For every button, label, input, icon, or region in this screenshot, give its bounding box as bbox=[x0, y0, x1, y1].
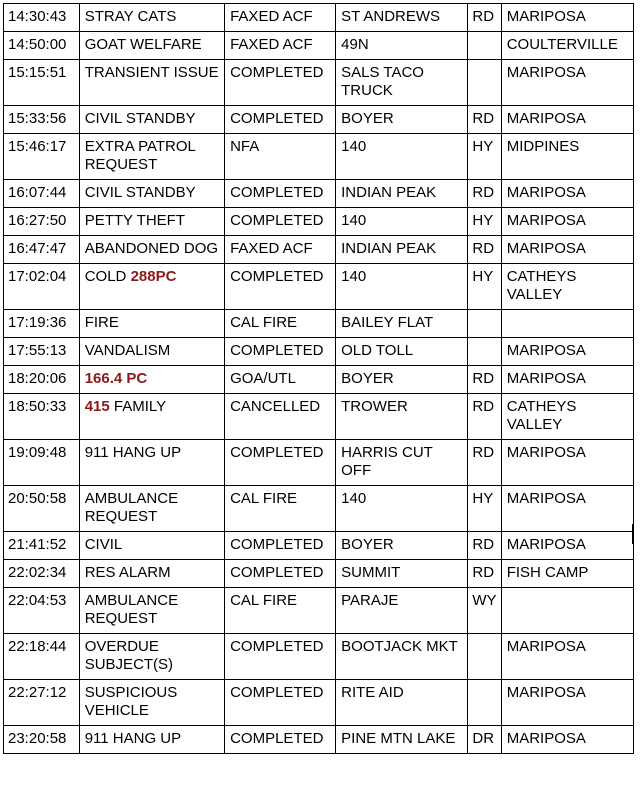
city-cell bbox=[501, 726, 633, 754]
disposition-text: COMPLETED bbox=[230, 268, 324, 285]
call-type-cell bbox=[79, 486, 224, 532]
disposition-cell bbox=[225, 366, 336, 394]
street-cell bbox=[336, 440, 468, 486]
city-cell bbox=[501, 32, 633, 60]
disposition-cell bbox=[225, 560, 336, 588]
street-text: BOOTJACK MKT bbox=[341, 638, 458, 655]
call-type-text: FIRE bbox=[84, 314, 119, 331]
call-type-text: CIVIL bbox=[84, 536, 123, 553]
city-text: MARIPOSA bbox=[506, 64, 586, 81]
call-type-text: TRANSIENT ISSUE bbox=[84, 64, 219, 81]
table-row bbox=[4, 338, 634, 366]
city-text: MARIPOSA bbox=[506, 184, 586, 201]
city-cell bbox=[501, 264, 633, 310]
table-row bbox=[4, 264, 634, 310]
street-cell bbox=[336, 264, 468, 310]
call-type-cell bbox=[79, 134, 224, 180]
call-type-cell bbox=[79, 32, 224, 60]
city-cell bbox=[501, 440, 633, 486]
time-cell bbox=[4, 532, 80, 560]
street-text: SUMMIT bbox=[341, 564, 401, 581]
street-suffix-text: HY bbox=[472, 268, 494, 285]
city-cell bbox=[501, 634, 633, 680]
street-suffix-cell bbox=[468, 134, 501, 180]
disposition-cell bbox=[225, 60, 336, 106]
street-text: INDIAN PEAK bbox=[341, 240, 437, 257]
disposition-text: CAL FIRE bbox=[230, 592, 298, 609]
time-text: 22:02:34 bbox=[8, 564, 67, 581]
table-row bbox=[4, 486, 634, 532]
time-text: 14:30:43 bbox=[8, 8, 67, 25]
disposition-cell bbox=[225, 634, 336, 680]
street-text: ST ANDREWS bbox=[341, 8, 441, 25]
disposition-cell bbox=[225, 134, 336, 180]
call-type-cell bbox=[79, 394, 224, 440]
city-text: MARIPOSA bbox=[506, 730, 586, 747]
time-cell bbox=[4, 588, 80, 634]
time-text: 16:07:44 bbox=[8, 184, 67, 201]
time-cell bbox=[4, 726, 80, 754]
call-type-cell bbox=[79, 588, 224, 634]
street-suffix-cell bbox=[468, 264, 501, 310]
disposition-text: COMPLETED bbox=[230, 684, 324, 701]
penal-code: 288PC bbox=[130, 268, 177, 285]
time-cell bbox=[4, 440, 80, 486]
call-type-text: GOAT WELFARE bbox=[84, 36, 202, 53]
street-suffix-cell bbox=[468, 440, 501, 486]
disposition-text: NFA bbox=[230, 138, 260, 155]
table-row bbox=[4, 440, 634, 486]
table-row bbox=[4, 4, 634, 32]
street-suffix-cell bbox=[468, 486, 501, 532]
time-cell bbox=[4, 366, 80, 394]
time-cell bbox=[4, 680, 80, 726]
street-cell bbox=[336, 32, 468, 60]
call-type-cell bbox=[79, 180, 224, 208]
time-text: 17:19:36 bbox=[8, 314, 67, 331]
call-type-text: PETTY THEFT bbox=[84, 212, 186, 229]
city-text: FISH CAMP bbox=[506, 564, 589, 581]
disposition-cell bbox=[225, 680, 336, 726]
call-type-text: SUSPICIOUS VEHICLE bbox=[84, 684, 178, 719]
street-suffix-text: HY bbox=[472, 212, 494, 229]
penal-code: 166.4 PC bbox=[84, 370, 148, 387]
city-text: MIDPINES bbox=[506, 138, 580, 155]
time-text: 18:50:33 bbox=[8, 398, 67, 415]
call-type-cell bbox=[79, 532, 224, 560]
city-text: MARIPOSA bbox=[506, 444, 586, 461]
street-suffix-cell bbox=[468, 726, 501, 754]
table-row bbox=[4, 236, 634, 264]
time-cell bbox=[4, 634, 80, 680]
time-cell bbox=[4, 338, 80, 366]
city-cell bbox=[501, 486, 633, 532]
city-text: MARIPOSA bbox=[506, 342, 586, 359]
street-suffix-text: RD bbox=[472, 8, 495, 25]
city-text: MARIPOSA bbox=[506, 490, 586, 507]
city-cell bbox=[501, 60, 633, 106]
street-text: TROWER bbox=[341, 398, 408, 415]
call-type-text: AMBULANCE REQUEST bbox=[84, 490, 179, 525]
disposition-cell bbox=[225, 726, 336, 754]
call-log-table bbox=[3, 3, 634, 754]
street-cell bbox=[336, 338, 468, 366]
street-cell bbox=[336, 236, 468, 264]
penal-code: 415 bbox=[84, 398, 110, 415]
table-row bbox=[4, 532, 634, 560]
street-suffix-text: RD bbox=[472, 184, 495, 201]
disposition-text: CANCELLED bbox=[230, 398, 321, 415]
disposition-cell bbox=[225, 486, 336, 532]
disposition-text: COMPLETED bbox=[230, 110, 324, 127]
street-cell bbox=[336, 4, 468, 32]
street-text: PARAJE bbox=[341, 592, 399, 609]
disposition-text: COMPLETED bbox=[230, 64, 324, 81]
disposition-cell bbox=[225, 32, 336, 60]
time-cell bbox=[4, 106, 80, 134]
street-text: 140 bbox=[341, 268, 367, 285]
street-text: BOYER bbox=[341, 536, 394, 553]
street-cell bbox=[336, 680, 468, 726]
time-text: 17:55:13 bbox=[8, 342, 67, 359]
call-type-cell bbox=[79, 726, 224, 754]
street-suffix-cell bbox=[468, 532, 501, 560]
time-cell bbox=[4, 236, 80, 264]
street-cell bbox=[336, 726, 468, 754]
time-text: 18:20:06 bbox=[8, 370, 67, 387]
city-text: COULTERVILLE bbox=[506, 36, 618, 53]
time-text: 17:02:04 bbox=[8, 268, 67, 285]
time-text: 15:33:56 bbox=[8, 110, 67, 127]
street-cell bbox=[336, 310, 468, 338]
table-row bbox=[4, 366, 634, 394]
street-suffix-cell bbox=[468, 634, 501, 680]
disposition-cell bbox=[225, 236, 336, 264]
street-suffix-text: RD bbox=[472, 564, 495, 581]
table-row bbox=[4, 106, 634, 134]
street-suffix-cell bbox=[468, 236, 501, 264]
city-cell bbox=[501, 134, 633, 180]
city-text: MARIPOSA bbox=[506, 684, 586, 701]
city-text: MARIPOSA bbox=[506, 638, 586, 655]
disposition-text: GOA/UTL bbox=[230, 370, 296, 387]
street-text: RITE AID bbox=[341, 684, 404, 701]
street-suffix-text: DR bbox=[472, 730, 495, 747]
call-type-cell bbox=[79, 60, 224, 106]
disposition-text: COMPLETED bbox=[230, 564, 324, 581]
street-suffix-text: RD bbox=[472, 536, 495, 553]
time-cell bbox=[4, 310, 80, 338]
street-suffix-cell bbox=[468, 680, 501, 726]
city-text: MARIPOSA bbox=[506, 110, 586, 127]
disposition-cell bbox=[225, 264, 336, 310]
street-suffix-cell bbox=[468, 32, 501, 60]
table-row bbox=[4, 394, 634, 440]
time-text: 23:20:58 bbox=[8, 730, 67, 747]
disposition-text: FAXED ACF bbox=[230, 36, 313, 53]
call-type-text: OVERDUE SUBJECT(S) bbox=[84, 638, 174, 673]
street-text: BOYER bbox=[341, 370, 394, 387]
street-suffix-cell bbox=[468, 310, 501, 338]
street-text: 140 bbox=[341, 490, 367, 507]
street-cell bbox=[336, 106, 468, 134]
street-suffix-cell bbox=[468, 60, 501, 106]
street-text: 140 bbox=[341, 138, 367, 155]
street-suffix-text: WY bbox=[472, 592, 497, 609]
table-row bbox=[4, 726, 634, 754]
disposition-text: COMPLETED bbox=[230, 184, 324, 201]
city-cell bbox=[501, 180, 633, 208]
call-type-text: ABANDONED DOG bbox=[84, 240, 219, 257]
street-cell bbox=[336, 634, 468, 680]
time-cell bbox=[4, 394, 80, 440]
disposition-text: COMPLETED bbox=[230, 212, 324, 229]
street-suffix-cell bbox=[468, 560, 501, 588]
time-text: 22:04:53 bbox=[8, 592, 67, 609]
disposition-text: COMPLETED bbox=[230, 730, 324, 747]
city-text: MARIPOSA bbox=[506, 536, 586, 553]
street-cell bbox=[336, 208, 468, 236]
street-text: HARRIS CUT OFF bbox=[341, 444, 433, 479]
street-suffix-cell bbox=[468, 106, 501, 134]
time-cell bbox=[4, 60, 80, 106]
street-suffix-text: RD bbox=[472, 240, 495, 257]
city-cell bbox=[501, 560, 633, 588]
city-cell bbox=[501, 310, 633, 338]
street-cell bbox=[336, 394, 468, 440]
city-cell bbox=[501, 366, 633, 394]
call-log-body bbox=[4, 4, 634, 754]
call-type-cell bbox=[79, 680, 224, 726]
time-text: 22:27:12 bbox=[8, 684, 67, 701]
table-row bbox=[4, 310, 634, 338]
time-cell bbox=[4, 486, 80, 532]
disposition-cell bbox=[225, 532, 336, 560]
city-cell bbox=[501, 4, 633, 32]
disposition-cell bbox=[225, 4, 336, 32]
time-text: 19:09:48 bbox=[8, 444, 67, 461]
street-suffix-cell bbox=[468, 338, 501, 366]
street-text: BOYER bbox=[341, 110, 394, 127]
time-text: 15:46:17 bbox=[8, 138, 67, 155]
city-cell bbox=[501, 532, 633, 560]
table-row bbox=[4, 180, 634, 208]
table-row bbox=[4, 560, 634, 588]
table-row bbox=[4, 60, 634, 106]
city-cell bbox=[501, 236, 633, 264]
street-cell bbox=[336, 180, 468, 208]
street-suffix-cell bbox=[468, 180, 501, 208]
city-text: CATHEYS VALLEY bbox=[506, 398, 577, 433]
time-text: 16:27:50 bbox=[8, 212, 67, 229]
time-text: 14:50:00 bbox=[8, 36, 67, 53]
time-cell bbox=[4, 134, 80, 180]
street-suffix-text: RD bbox=[472, 110, 495, 127]
time-cell bbox=[4, 180, 80, 208]
call-type-cell bbox=[79, 236, 224, 264]
city-cell bbox=[501, 106, 633, 134]
street-cell bbox=[336, 134, 468, 180]
disposition-text: CAL FIRE bbox=[230, 490, 298, 507]
call-type-text: FAMILY bbox=[109, 398, 167, 415]
call-type-text: STRAY CATS bbox=[84, 8, 177, 25]
disposition-text: COMPLETED bbox=[230, 444, 324, 461]
call-type-cell bbox=[79, 4, 224, 32]
city-cell bbox=[501, 588, 633, 634]
page-edge-mark bbox=[632, 524, 633, 544]
table-row bbox=[4, 208, 634, 236]
street-text: OLD TOLL bbox=[341, 342, 414, 359]
table-row bbox=[4, 134, 634, 180]
call-type-cell bbox=[79, 106, 224, 134]
street-cell bbox=[336, 588, 468, 634]
disposition-cell bbox=[225, 588, 336, 634]
table-row bbox=[4, 32, 634, 60]
disposition-text: COMPLETED bbox=[230, 342, 324, 359]
call-type-text: AMBULANCE REQUEST bbox=[84, 592, 179, 627]
disposition-text: CAL FIRE bbox=[230, 314, 298, 331]
street-suffix-cell bbox=[468, 588, 501, 634]
time-text: 20:50:58 bbox=[8, 490, 67, 507]
street-cell bbox=[336, 560, 468, 588]
street-suffix-cell bbox=[468, 4, 501, 32]
city-text: MARIPOSA bbox=[506, 240, 586, 257]
city-text: MARIPOSA bbox=[506, 212, 586, 229]
street-suffix-text: HY bbox=[472, 490, 494, 507]
city-cell bbox=[501, 338, 633, 366]
city-cell bbox=[501, 394, 633, 440]
street-text: BAILEY FLAT bbox=[341, 314, 434, 331]
street-suffix-cell bbox=[468, 366, 501, 394]
street-suffix-cell bbox=[468, 394, 501, 440]
call-type-cell bbox=[79, 208, 224, 236]
disposition-cell bbox=[225, 180, 336, 208]
time-cell bbox=[4, 560, 80, 588]
call-type-prefix: COLD bbox=[84, 268, 131, 285]
disposition-text: FAXED ACF bbox=[230, 240, 313, 257]
time-text: 21:41:52 bbox=[8, 536, 67, 553]
street-suffix-cell bbox=[468, 208, 501, 236]
street-text: 140 bbox=[341, 212, 367, 229]
call-type-text: VANDALISM bbox=[84, 342, 171, 359]
call-type-text: 911 HANG UP bbox=[84, 444, 182, 461]
disposition-cell bbox=[225, 310, 336, 338]
street-cell bbox=[336, 60, 468, 106]
call-type-text: CIVIL STANDBY bbox=[84, 184, 196, 201]
street-text: 49N bbox=[341, 36, 369, 53]
table-row bbox=[4, 588, 634, 634]
street-cell bbox=[336, 532, 468, 560]
street-cell bbox=[336, 366, 468, 394]
time-text: 16:47:47 bbox=[8, 240, 67, 257]
street-suffix-text: RD bbox=[472, 444, 495, 461]
call-type-cell bbox=[79, 338, 224, 366]
disposition-cell bbox=[225, 338, 336, 366]
table-row bbox=[4, 634, 634, 680]
table-row bbox=[4, 680, 634, 726]
street-text: PINE MTN LAKE bbox=[341, 730, 456, 747]
time-cell bbox=[4, 4, 80, 32]
call-type-cell bbox=[79, 366, 224, 394]
street-text: INDIAN PEAK bbox=[341, 184, 437, 201]
city-text: MARIPOSA bbox=[506, 8, 586, 25]
call-type-text: EXTRA PATROL REQUEST bbox=[84, 138, 196, 173]
disposition-text: COMPLETED bbox=[230, 638, 324, 655]
street-suffix-text: RD bbox=[472, 398, 495, 415]
time-cell bbox=[4, 208, 80, 236]
call-type-cell bbox=[79, 560, 224, 588]
call-type-text: CIVIL STANDBY bbox=[84, 110, 196, 127]
city-cell bbox=[501, 680, 633, 726]
city-text: MARIPOSA bbox=[506, 370, 586, 387]
street-suffix-text: RD bbox=[472, 370, 495, 387]
call-type-text: 911 HANG UP bbox=[84, 730, 182, 747]
call-type-cell bbox=[79, 310, 224, 338]
street-cell bbox=[336, 486, 468, 532]
time-text: 22:18:44 bbox=[8, 638, 67, 655]
disposition-text: COMPLETED bbox=[230, 536, 324, 553]
time-text: 15:15:51 bbox=[8, 64, 67, 81]
disposition-cell bbox=[225, 106, 336, 134]
call-type-cell bbox=[79, 440, 224, 486]
time-cell bbox=[4, 32, 80, 60]
time-cell bbox=[4, 264, 80, 310]
city-text: CATHEYS VALLEY bbox=[506, 268, 577, 303]
street-text: SALS TACO TRUCK bbox=[341, 64, 424, 99]
disposition-text: FAXED ACF bbox=[230, 8, 313, 25]
call-type-cell bbox=[79, 264, 224, 310]
street-suffix-text: HY bbox=[472, 138, 494, 155]
city-cell bbox=[501, 208, 633, 236]
call-type-text: RES ALARM bbox=[84, 564, 171, 581]
disposition-cell bbox=[225, 394, 336, 440]
disposition-cell bbox=[225, 440, 336, 486]
disposition-cell bbox=[225, 208, 336, 236]
call-type-cell bbox=[79, 634, 224, 680]
